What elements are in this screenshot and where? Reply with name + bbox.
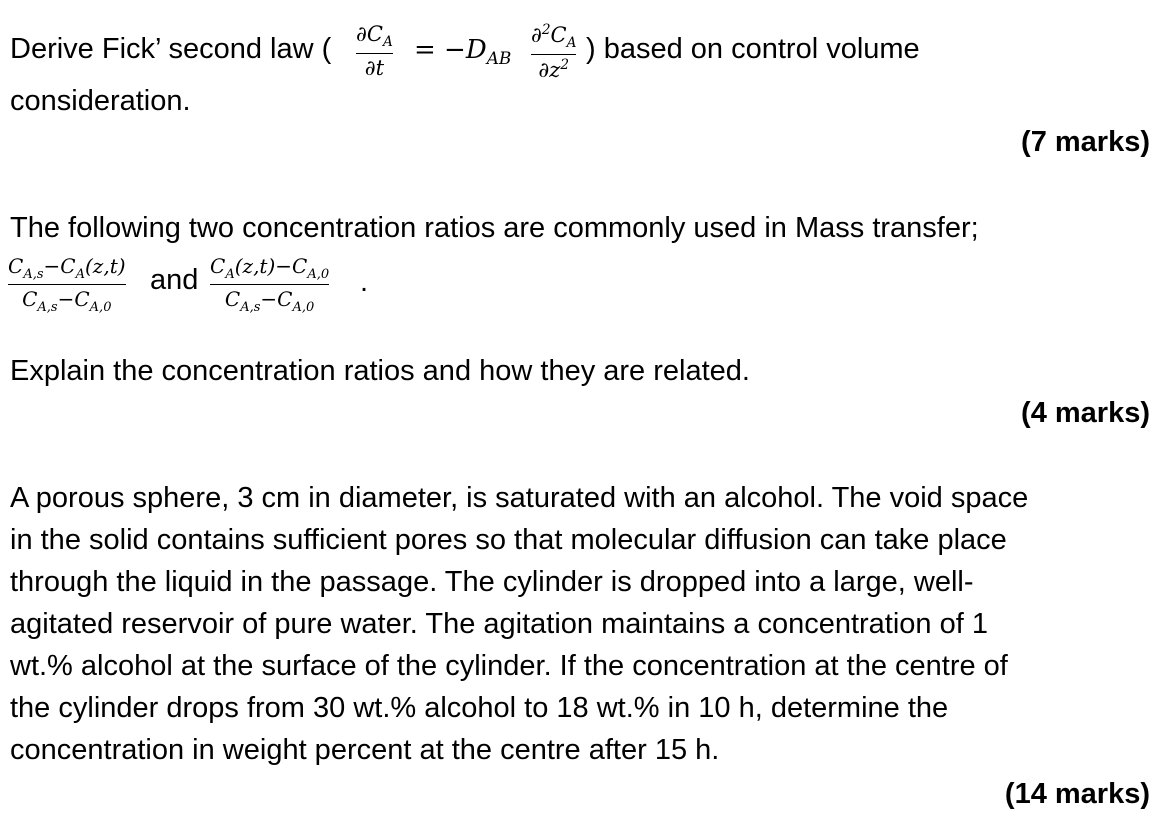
q1-eq-rhs-num-sub: A	[566, 35, 577, 52]
q2-marks: (4 marks)	[1021, 397, 1150, 429]
q1-text-after: ) based on control volume	[586, 33, 920, 65]
q2-ratio1-num: $C_{A,s}-C_A(z,t)$	[8, 254, 126, 282]
q3-line-3: through the liquid in the passage. The cylinder is dropped into a large, well-	[10, 566, 974, 598]
q1-eq-rhs-den: ∂z	[538, 57, 561, 82]
q2-ratio2	[210, 256, 329, 314]
q1-marks: (7 marks)	[1021, 126, 1150, 158]
q3-line-5: wt.% alcohol at the surface of the cylinder. If the concentration at the centre of	[10, 650, 1008, 682]
q1-eq-equals	[414, 35, 511, 68]
q2-question: Explain the concentration ratios and how they are related.	[10, 355, 750, 387]
q1-eq-lhs-fraction	[356, 24, 393, 79]
q3-line-7: concentration in weight percent at the centre after 15 h.	[10, 734, 720, 766]
q1-eq-lhs-den: ∂t	[364, 55, 385, 80]
q1-eq-rhs-num: ∂	[531, 23, 542, 47]
q1-eq-rhs-num-sup: 2	[541, 22, 551, 38]
q2-ratio1	[8, 256, 126, 314]
q1-eq-rhs-num-c: C	[550, 23, 567, 47]
q1-text-before: Derive Fick’ second law (	[10, 33, 332, 65]
q3-line-4: agitated reservoir of pure water. The agitation maintains a concentration of 1	[10, 608, 988, 640]
q3-line-2: in the solid contains sufficient pores so that molecular diffusion can take place	[10, 524, 1007, 556]
q1-eq-equals-sub: AB	[486, 48, 512, 69]
q3-marks: (14 marks)	[1004, 778, 1150, 810]
q2-and: and	[150, 264, 199, 296]
q1-eq-rhs-den-sup: 2	[560, 56, 570, 73]
q1-eq-equals-text: = −D	[414, 35, 487, 65]
q2-ratio2-den: $C_{A,s}-C_{A,0}$	[224, 287, 315, 315]
q1-eq-rhs-fraction	[531, 24, 576, 81]
q3-line-6: the cylinder drops from 30 wt.% alcohol to 18 wt.% in 10 h, determine the	[10, 692, 949, 724]
q1-eq-lhs-num-sub: A	[382, 34, 393, 51]
q3-line-1: A porous sphere, 3 cm in diameter, is saturated with an alcohol. The void space	[10, 482, 1029, 514]
q2-period: .	[360, 266, 369, 298]
q1-eq-lhs-num: ∂C	[356, 22, 383, 46]
q1-line2: consideration.	[10, 85, 191, 117]
q2-ratio2-num: $C_A(z,t)-C_{A,0}$	[210, 254, 330, 282]
q2-intro: The following two concentration ratios are commonly used in Mass transfer;	[10, 212, 979, 244]
q2-ratio1-den: $C_{A,s}-C_{A,0}$	[22, 287, 112, 315]
